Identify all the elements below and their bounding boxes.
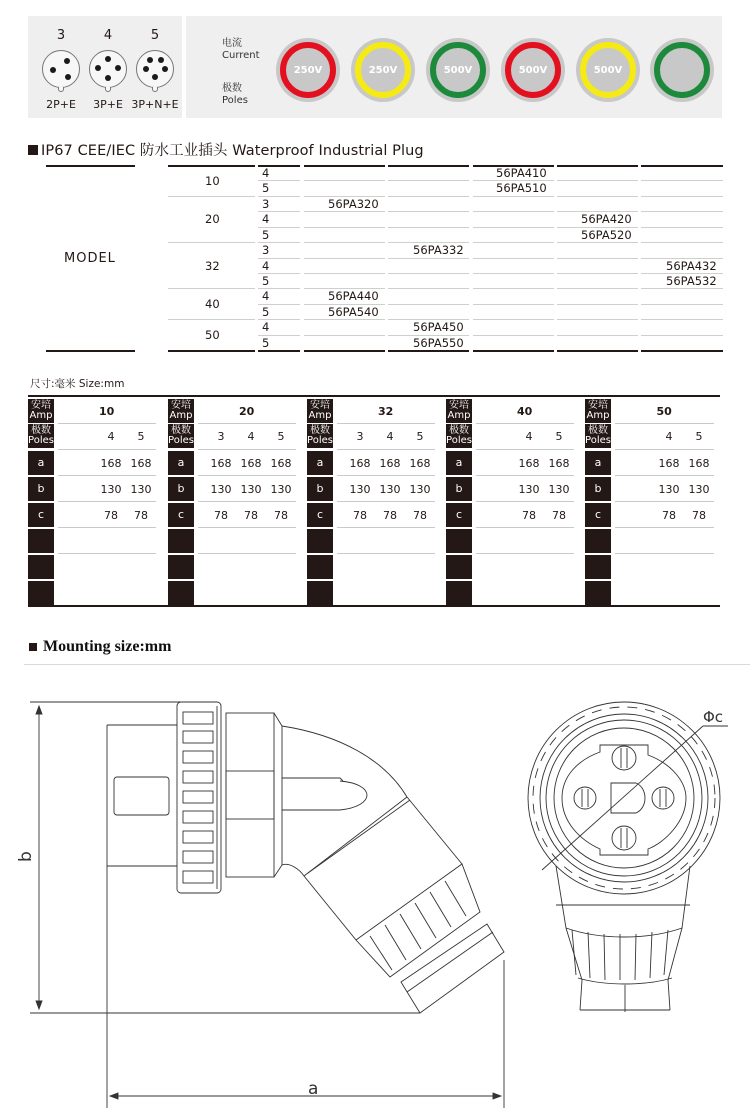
socket-3pin-icon — [42, 50, 80, 88]
model-number: 56PA520 — [581, 228, 632, 242]
blank-header-cell — [28, 555, 54, 579]
row-label-a: a — [446, 451, 472, 475]
pole-value: 4 — [262, 320, 270, 334]
row-separator — [198, 501, 296, 502]
row-separator — [476, 553, 574, 554]
row-separator — [337, 475, 435, 476]
row-separator — [58, 475, 156, 476]
socket-4pin-icon — [89, 50, 127, 88]
row-separator — [58, 423, 156, 424]
row-separator — [641, 288, 723, 289]
dimension-b-value: 130 — [379, 483, 401, 496]
dimension-a-value: 168 — [548, 457, 570, 470]
blank-header-cell — [168, 581, 194, 605]
rule — [258, 350, 300, 352]
row-separator — [476, 423, 574, 424]
row-separator — [304, 211, 385, 212]
row-separator — [168, 196, 255, 197]
row-label-b: b — [168, 477, 194, 501]
pole-value: 4 — [525, 430, 533, 443]
row-separator — [304, 273, 385, 274]
row-label-b: b — [307, 477, 333, 501]
voltage-ring-label — [654, 42, 710, 98]
size-block-2 — [307, 397, 441, 605]
row-label-c: c — [307, 503, 333, 527]
header-amp-en: Amp — [586, 410, 610, 421]
row-separator — [473, 288, 554, 289]
row-separator — [168, 319, 255, 320]
rule — [473, 350, 554, 352]
row-separator — [615, 475, 714, 476]
row-separator — [473, 319, 554, 320]
header-amp-en: Amp — [169, 410, 193, 421]
size-block-1 — [168, 397, 302, 605]
row-separator — [304, 258, 385, 259]
row-separator — [615, 553, 714, 554]
row-separator — [557, 273, 638, 274]
dimension-c-value: 78 — [134, 509, 148, 522]
voltage-ring-label: 250V — [280, 42, 336, 98]
header-amp-cn: 安培 — [588, 400, 608, 411]
header-poles-cn: 极数 — [449, 425, 469, 436]
rule — [641, 165, 723, 167]
size-block-3 — [446, 397, 580, 605]
amp-value: 50 — [205, 328, 220, 342]
row-label-a: a — [28, 451, 54, 475]
rule — [46, 350, 135, 352]
row-label-a: a — [307, 451, 333, 475]
amp-value: 40 — [205, 297, 220, 311]
voltage-ring-yellow — [576, 38, 640, 102]
row-separator — [473, 273, 554, 274]
pole-count: 3 — [56, 28, 66, 43]
section-title-text: Mounting size:mm — [43, 638, 172, 655]
pole-value: 4 — [262, 212, 270, 226]
row-separator — [337, 553, 435, 554]
row-separator — [557, 304, 638, 305]
dimension-c-value: 78 — [662, 509, 676, 522]
pole-value: 5 — [695, 430, 703, 443]
section-title-mounting — [29, 638, 171, 656]
dimension-a-value: 168 — [518, 457, 540, 470]
dimension-c-value: 78 — [413, 509, 427, 522]
row-label-c: c — [28, 503, 54, 527]
pole-value: 4 — [247, 430, 255, 443]
header-poles — [585, 424, 611, 448]
model-number: 56PA510 — [496, 181, 547, 195]
header-amp — [446, 399, 472, 423]
dimension-a-value: 168 — [688, 457, 710, 470]
row-separator — [388, 211, 469, 212]
model-number: 56PA550 — [413, 336, 464, 350]
model-number: 56PA420 — [581, 212, 632, 226]
pole-value: 4 — [262, 289, 270, 303]
dimension-a-value: 168 — [349, 457, 371, 470]
poles-label-en: Poles — [222, 95, 248, 106]
header-amp-en: Amp — [308, 410, 332, 421]
row-label-b: b — [446, 477, 472, 501]
pole-count: 5 — [150, 28, 160, 43]
row-separator — [337, 527, 435, 528]
row-separator — [557, 319, 638, 320]
row-separator — [476, 449, 574, 450]
dimension-b-value: 130 — [100, 483, 122, 496]
header-poles-en: Poles — [307, 435, 333, 446]
header-amp-cn: 安培 — [449, 400, 469, 411]
row-separator — [476, 475, 574, 476]
blank-header-cell — [28, 529, 54, 553]
voltage-ring-green — [650, 38, 714, 102]
current-label-cn: 电流 — [222, 38, 242, 49]
row-separator — [168, 242, 255, 243]
header-poles — [307, 424, 333, 448]
dim-b-label: b — [16, 851, 36, 862]
blank-header-cell — [307, 555, 333, 579]
header-amp-cn: 安培 — [310, 400, 330, 411]
row-separator — [198, 553, 296, 554]
row-separator — [473, 304, 554, 305]
dimension-b-value: 130 — [409, 483, 431, 496]
pole-value: 5 — [262, 228, 270, 242]
row-separator — [476, 501, 574, 502]
model-number: 56PA532 — [666, 274, 717, 288]
row-separator — [473, 258, 554, 259]
row-separator — [615, 423, 714, 424]
mounting-drawing — [0, 680, 750, 1120]
dimension-b-value: 130 — [349, 483, 371, 496]
row-separator — [557, 180, 638, 181]
row-label-b: b — [585, 477, 611, 501]
row-separator — [304, 180, 385, 181]
row-label-c: c — [585, 503, 611, 527]
model-number: 56PA332 — [413, 243, 464, 257]
amp-value: 50 — [656, 405, 672, 418]
row-separator — [473, 196, 554, 197]
row-separator — [198, 475, 296, 476]
dimension-c-value: 78 — [214, 509, 228, 522]
dimension-c-value: 78 — [244, 509, 258, 522]
pole-config-label: 3P+N+E — [131, 98, 179, 111]
rule — [168, 350, 255, 352]
row-label-c: c — [168, 503, 194, 527]
row-separator — [388, 180, 469, 181]
header-amp-en: Amp — [29, 410, 53, 421]
blank-header-cell — [28, 581, 54, 605]
row-separator — [337, 501, 435, 502]
rule — [557, 350, 638, 352]
blank-header-cell — [168, 555, 194, 579]
model-number: 56PA450 — [413, 320, 464, 334]
model-number: 56PA440 — [328, 289, 379, 303]
row-label-b: b — [28, 477, 54, 501]
dimension-b-value: 130 — [688, 483, 710, 496]
row-separator — [615, 527, 714, 528]
voltage-ring-red — [276, 38, 340, 102]
voltage-ring-label: 500V — [505, 42, 561, 98]
row-separator — [388, 227, 469, 228]
row-separator — [473, 227, 554, 228]
row-separator — [388, 273, 469, 274]
row-separator — [473, 211, 554, 212]
row-separator — [476, 527, 574, 528]
rule — [388, 165, 469, 167]
header-poles-en: Poles — [28, 435, 54, 446]
pole-config-panel — [28, 16, 182, 118]
dimension-c-value: 78 — [274, 509, 288, 522]
dimension-a-value: 168 — [240, 457, 262, 470]
dimension-b-value: 130 — [130, 483, 152, 496]
row-separator — [337, 423, 435, 424]
dimension-c-value: 78 — [383, 509, 397, 522]
dimension-a-value: 168 — [658, 457, 680, 470]
dimension-a-value: 168 — [379, 457, 401, 470]
dimension-b-value: 130 — [548, 483, 570, 496]
voltage-ring-yellow — [351, 38, 415, 102]
blank-header-cell — [585, 581, 611, 605]
row-separator — [168, 288, 255, 289]
row-separator — [58, 501, 156, 502]
size-block-4 — [585, 397, 720, 605]
pole-value: 4 — [386, 430, 394, 443]
current-label-en: Current — [222, 50, 260, 61]
blank-header-cell — [307, 529, 333, 553]
dimension-c-value: 78 — [692, 509, 706, 522]
legend-labels — [222, 38, 260, 107]
dimension-a-value: 168 — [409, 457, 431, 470]
row-separator — [304, 335, 385, 336]
voltage-ring-red — [501, 38, 565, 102]
header-amp-en: Amp — [447, 410, 471, 421]
dimension-c-value: 78 — [353, 509, 367, 522]
pole-config-label: 3P+E — [93, 98, 123, 111]
pole-value: 3 — [262, 243, 270, 257]
voltage-ring-green — [426, 38, 490, 102]
row-separator — [641, 335, 723, 336]
dimension-b-value: 130 — [270, 483, 292, 496]
model-label: MODEL — [64, 251, 116, 266]
pole-value: 5 — [137, 430, 145, 443]
row-separator — [641, 211, 723, 212]
header-poles-en: Poles — [168, 435, 194, 446]
bullet-square-icon — [29, 643, 37, 651]
row-separator — [557, 288, 638, 289]
header-poles — [168, 424, 194, 448]
row-separator — [198, 527, 296, 528]
dimension-b-value: 130 — [240, 483, 262, 496]
header-amp-cn: 安培 — [31, 400, 51, 411]
header-amp-cn: 安培 — [171, 400, 191, 411]
rule — [557, 165, 638, 167]
row-separator — [304, 227, 385, 228]
rule — [304, 165, 385, 167]
pole-value: 5 — [555, 430, 563, 443]
row-separator — [641, 242, 723, 243]
pole-value: 4 — [107, 430, 115, 443]
rule — [304, 350, 385, 352]
header-poles — [28, 424, 54, 448]
row-separator — [557, 258, 638, 259]
section-title-plug — [28, 139, 424, 160]
rule — [388, 350, 469, 352]
pole-value: 5 — [277, 430, 285, 443]
row-separator — [58, 527, 156, 528]
dimension-a-value: 168 — [130, 457, 152, 470]
dimension-c-value: 78 — [104, 509, 118, 522]
model-number: 56PA320 — [328, 197, 379, 211]
dimension-a-value: 168 — [270, 457, 292, 470]
size-block-0 — [28, 397, 162, 605]
rule — [168, 165, 255, 167]
dimension-b-value: 130 — [658, 483, 680, 496]
section-title-text: IP67 CEE/IEC 防水工业插头 Waterproof Industrial Plug — [41, 143, 424, 159]
row-separator — [58, 553, 156, 554]
amp-value: 10 — [99, 405, 115, 418]
header-amp — [307, 399, 333, 423]
pole-value: 4 — [262, 259, 270, 273]
row-separator — [388, 304, 469, 305]
row-separator — [557, 196, 638, 197]
blank-header-cell — [585, 529, 611, 553]
row-separator — [473, 242, 554, 243]
model-number: 56PA432 — [666, 259, 717, 273]
row-separator — [58, 449, 156, 450]
dimension-c-value: 78 — [522, 509, 536, 522]
row-label-a: a — [168, 451, 194, 475]
model-number: 56PA410 — [496, 166, 547, 180]
pole-value: 3 — [356, 430, 364, 443]
pole-value: 5 — [416, 430, 424, 443]
row-separator — [388, 258, 469, 259]
amp-value: 32 — [378, 405, 394, 418]
bullet-square-icon — [28, 145, 38, 155]
header-poles-cn: 极数 — [171, 425, 191, 436]
row-separator — [304, 319, 385, 320]
pole-value: 5 — [262, 305, 270, 319]
header-amp — [585, 399, 611, 423]
voltage-ring-label: 250V — [355, 42, 411, 98]
rule — [46, 165, 135, 167]
current-voltage-panel — [186, 16, 722, 118]
pole-value: 5 — [262, 181, 270, 195]
row-separator — [473, 335, 554, 336]
voltage-ring-label: 500V — [580, 42, 636, 98]
poles-label-cn: 极数 — [222, 83, 242, 94]
dimension-c-value: 78 — [552, 509, 566, 522]
dimension-b-value: 130 — [210, 483, 232, 496]
blank-header-cell — [446, 555, 472, 579]
dim-a-label: a — [308, 1079, 319, 1099]
row-separator — [198, 449, 296, 450]
blank-header-cell — [585, 555, 611, 579]
pole-value: 3 — [262, 197, 270, 211]
row-separator — [304, 242, 385, 243]
header-poles-cn: 极数 — [310, 425, 330, 436]
header-poles — [446, 424, 472, 448]
pole-value: 3 — [217, 430, 225, 443]
row-separator — [615, 501, 714, 502]
pole-value: 4 — [665, 430, 673, 443]
blank-header-cell — [168, 529, 194, 553]
blank-header-cell — [446, 581, 472, 605]
header-amp — [28, 399, 54, 423]
row-label-c: c — [446, 503, 472, 527]
size-caption: 尺寸:毫米 Size:mm — [30, 378, 125, 390]
pole-value: 4 — [262, 166, 270, 180]
amp-value: 20 — [239, 405, 255, 418]
row-separator — [557, 242, 638, 243]
row-separator — [337, 449, 435, 450]
amp-value: 40 — [517, 405, 533, 418]
dimension-a-value: 168 — [210, 457, 232, 470]
row-label-a: a — [585, 451, 611, 475]
amp-value: 20 — [205, 212, 220, 226]
row-separator — [388, 288, 469, 289]
voltage-ring-label: 500V — [430, 42, 486, 98]
dimension-a-value: 168 — [100, 457, 122, 470]
socket-5pin-icon — [136, 50, 174, 88]
pole-value: 5 — [262, 274, 270, 288]
header-poles-cn: 极数 — [588, 425, 608, 436]
row-separator — [557, 335, 638, 336]
row-separator — [641, 180, 723, 181]
row-separator — [641, 304, 723, 305]
divider — [24, 664, 750, 665]
pole-config-label: 2P+E — [46, 98, 76, 111]
row-separator — [388, 196, 469, 197]
row-separator — [641, 227, 723, 228]
row-separator — [641, 196, 723, 197]
rule — [28, 605, 720, 607]
row-separator — [615, 449, 714, 450]
header-poles-en: Poles — [446, 435, 472, 446]
rule — [641, 350, 723, 352]
amp-value: 10 — [205, 174, 220, 188]
blank-header-cell — [307, 581, 333, 605]
blank-header-cell — [446, 529, 472, 553]
amp-value: 32 — [205, 259, 220, 273]
header-amp — [168, 399, 194, 423]
row-separator — [198, 423, 296, 424]
header-poles-cn: 极数 — [31, 425, 51, 436]
dim-c-label: Φc — [703, 708, 724, 726]
dimension-b-value: 130 — [518, 483, 540, 496]
row-separator — [641, 319, 723, 320]
header-poles-en: Poles — [585, 435, 611, 446]
pole-value: 5 — [262, 336, 270, 350]
pole-count: 4 — [103, 28, 113, 43]
model-number: 56PA540 — [328, 305, 379, 319]
